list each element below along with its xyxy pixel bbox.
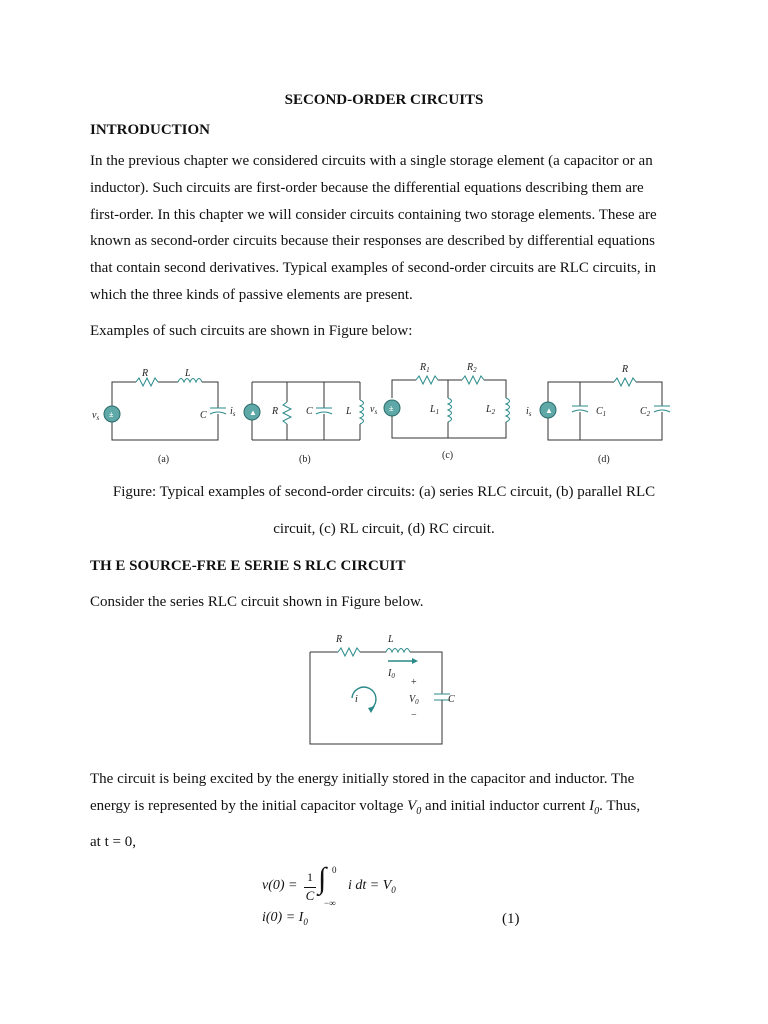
- svg-text:is: [526, 406, 532, 418]
- label-b-l: L: [346, 406, 352, 417]
- integral-sign: ∫: [318, 862, 327, 895]
- fig2-label-v0: V: [409, 694, 416, 705]
- label-a-l: L: [185, 368, 191, 379]
- fig2-label-c: C: [448, 694, 455, 705]
- energy-v0-sub: 0: [416, 805, 422, 817]
- label-a-r: R: [142, 368, 149, 379]
- energy-paragraph: The circuit is being excited by the energy initially stored in the capacitor and inductor. The energy is represented by the initial capacitor voltage $V_0$ and initial inductor current $I_0$. Thus,: [90, 771, 641, 817]
- examples-line: Examples of such circuits are shown in Figure below:: [90, 323, 413, 339]
- eq1-frac-num: 1: [307, 870, 313, 884]
- fig2-label-r: R: [336, 634, 343, 645]
- eq1-lower: −∞: [324, 898, 336, 908]
- svg-text:▲: ▲: [545, 406, 553, 415]
- label-d-c1: C: [596, 406, 603, 417]
- label-a-c: C: [200, 410, 207, 421]
- svg-text:▲: ▲: [249, 408, 257, 417]
- energy-v0: V: [407, 797, 417, 814]
- svg-text:I0: [387, 668, 395, 680]
- fig2-label-i0: I: [388, 668, 392, 679]
- label-b-source-sub: s: [232, 410, 236, 418]
- svg-text:vs: [92, 410, 99, 422]
- eq1-rhs-sub: 0: [391, 884, 396, 895]
- label-d-r: R: [622, 364, 629, 375]
- eq1-upper: 0: [332, 865, 337, 875]
- intro-heading: INTRODUCTION: [90, 122, 211, 138]
- fig2-label-i0-sub: 0: [391, 672, 395, 680]
- at-t0-line: at t = 0,: [90, 834, 136, 850]
- label-c-l1: L: [430, 404, 436, 415]
- section2-heading: TH E SOURCE-FRE E SERIE S RLC CIRCUIT: [90, 558, 406, 574]
- label-d-c2: C: [640, 406, 647, 417]
- label-b-c: C: [306, 406, 313, 417]
- eq2: i(0) = I: [262, 910, 304, 925]
- equation-number: (1): [502, 911, 520, 927]
- label-c-source: v: [370, 404, 375, 415]
- eq1-integrand: i dt = V: [348, 878, 392, 893]
- label-a-source: v: [92, 410, 97, 421]
- label-c-source-sub: s: [374, 408, 378, 416]
- label-d-source-sub: s: [528, 410, 532, 418]
- circuit-a-series-rlc: [104, 378, 226, 440]
- label-c-l1-sub: 1: [435, 408, 440, 416]
- svg-text:L2: [485, 404, 496, 416]
- label-d-c1-sub: 1: [602, 410, 607, 418]
- circuit-d-rc: [540, 378, 670, 440]
- svg-text:vs: [370, 404, 377, 416]
- svg-text:is: [230, 406, 236, 418]
- label-c-l2: L: [486, 404, 492, 415]
- svg-text:L1: [429, 404, 439, 416]
- intro-paragraph: In the previous chapter we considered circuits with a single storage element (a capacitor or an inductor). Such circuits are first-order because the differential equations describing them are first-order. In this chapter we will consider circuits containing two storage elements. These are known as second-order circuits because their responses are described by differential equations that contain second derivatives. Typical examples of second-order circuits are RLC circuits, in which the three kinds of passive elements are present.: [90, 153, 657, 303]
- svg-text:V0: [409, 694, 419, 706]
- tag-b: (b): [299, 454, 311, 465]
- eq1-frac-den: C: [305, 888, 315, 903]
- tag-d: (d): [598, 454, 610, 465]
- svg-text:±: ±: [389, 404, 394, 413]
- figure-typical-circuits: [90, 358, 680, 468]
- svg-text:C1: [596, 406, 606, 418]
- equation-block: [262, 862, 582, 930]
- tag-c: (c): [442, 450, 454, 461]
- figure1-caption-line2: circuit, (c) RL circuit, (d) RC circuit.: [273, 521, 495, 537]
- series-line: Consider the series RLC circuit shown in Figure below.: [90, 594, 424, 610]
- label-d-source: i: [526, 406, 529, 417]
- label-c-r2-sub: 2: [473, 366, 477, 374]
- fig2-label-l: L: [388, 634, 394, 645]
- label-b-r: R: [272, 406, 279, 417]
- svg-text:C2: [640, 406, 651, 418]
- energy-i0-sub: 0: [594, 805, 600, 817]
- eq1-lhs: v(0) =: [262, 878, 298, 893]
- eq2-sub: 0: [303, 916, 308, 927]
- label-c-l2-sub: 2: [491, 408, 496, 416]
- label-a-source-sub: s: [96, 414, 100, 422]
- svg-text:R1: [419, 362, 430, 374]
- energy-i0: I: [589, 797, 595, 814]
- page-title: SECOND-ORDER CIRCUITS: [284, 92, 484, 108]
- fig2-label-loop: i: [355, 694, 358, 705]
- label-b-source: i: [230, 406, 233, 417]
- svg-text:±: ±: [109, 410, 114, 419]
- figure1-caption-line1: Figure: Typical examples of second-order circuits: (a) series RLC circuit, (b) parallel RLC: [112, 484, 656, 500]
- figure-series-rlc: [300, 628, 480, 750]
- label-c-r2: R: [467, 362, 474, 373]
- fig2-minus: −: [411, 710, 417, 721]
- label-c-r1: R: [420, 362, 427, 373]
- label-d-c2-sub: 2: [646, 410, 651, 418]
- label-c-r1-sub: 1: [426, 366, 430, 374]
- fig2-label-v0-sub: 0: [415, 698, 419, 706]
- fig2-plus: +: [411, 677, 417, 688]
- svg-text:R2: [466, 362, 477, 374]
- tag-a: (a): [158, 454, 170, 465]
